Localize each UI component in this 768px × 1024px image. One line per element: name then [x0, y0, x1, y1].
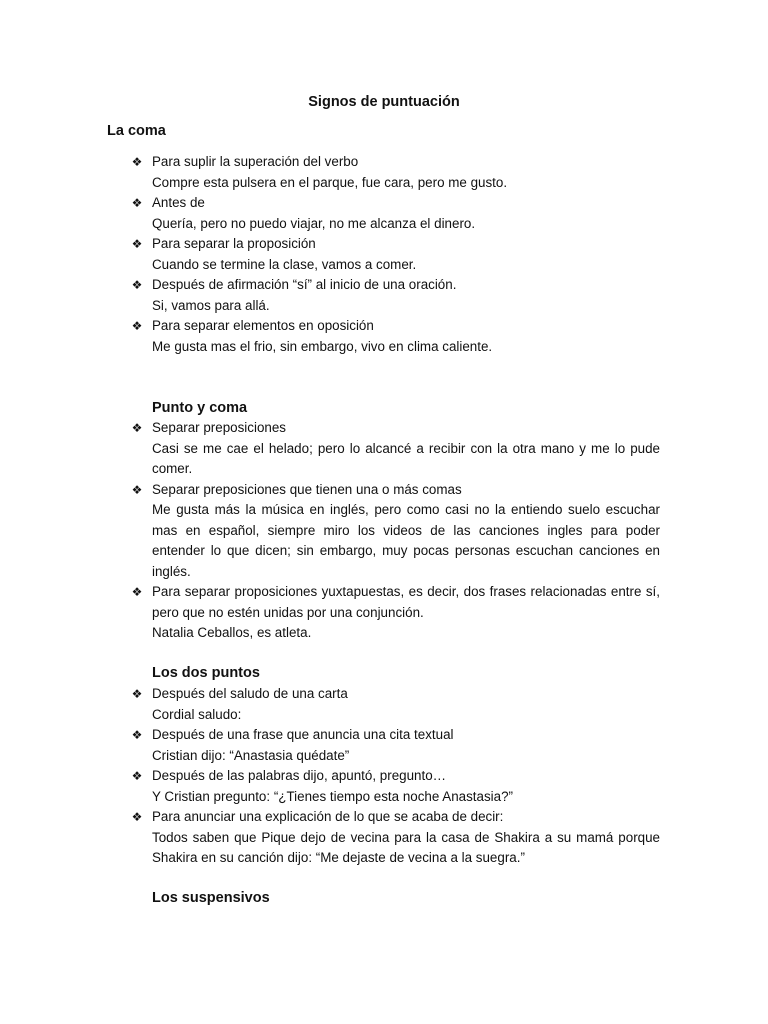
item-label: Separar preposiciones — [152, 420, 286, 435]
item-example: Casi se me cae el helado; pero lo alcancé a recibir con la otra mano y me lo pude comer. — [152, 440, 660, 476]
item-example: Me gusta mas el frio, sin embargo, vivo en clima caliente. — [152, 338, 493, 354]
item-example: Compre esta pulsera en el parque, fue cara, pero me gusto. — [152, 174, 508, 190]
item-label: Después de una frase que anuncia una cita textual — [152, 727, 454, 742]
item-example: Cristian dijo: “Anastasia quédate” — [152, 747, 350, 763]
diamond-bullet-icon: ❖ — [131, 585, 143, 599]
section-la-coma-list — [130, 152, 660, 357]
list-item — [130, 684, 660, 725]
diamond-bullet-icon: ❖ — [131, 196, 143, 210]
section-heading-punto-y-coma: Punto y coma — [152, 400, 248, 416]
list-item — [130, 275, 660, 316]
item-example: Cuando se termine la clase, vamos a comer. — [152, 256, 417, 272]
diamond-bullet-icon: ❖ — [131, 482, 143, 497]
diamond-bullet-icon: ❖ — [131, 769, 143, 783]
item-example: Natalia Ceballos, es atleta. — [152, 625, 312, 640]
diamond-bullet-icon: ❖ — [131, 155, 143, 169]
list-item — [130, 152, 660, 193]
list-item — [130, 766, 660, 807]
list-item — [130, 316, 660, 357]
section-heading-la-coma: La coma — [107, 123, 166, 139]
item-label: Antes de — [152, 195, 205, 210]
item-label: Para separar elementos en oposición — [152, 318, 374, 333]
item-label: Después del saludo de una carta — [152, 686, 348, 701]
item-example: Me gusta más la música en inglés, pero como casi no la entiendo suelo escuchar mas en español, siempre miro los videos de las canciones ingles para poder entender lo que dicen; sin embargo, muy pocas personas escuchan canciones en inglés. — [152, 502, 660, 579]
item-label: Después de afirmación “sí” al inicio de una oración. — [152, 277, 457, 292]
list-item — [130, 234, 660, 275]
item-label: Para anunciar una explicación de lo que se acaba de decir: — [152, 809, 504, 824]
section-heading-los-dos-puntos: Los dos puntos — [152, 665, 260, 681]
diamond-bullet-icon: ❖ — [131, 421, 143, 435]
diamond-bullet-icon: ❖ — [131, 278, 143, 292]
diamond-bullet-icon: ❖ — [131, 237, 143, 251]
item-example: Si, vamos para allá. — [152, 297, 270, 313]
item-example: Y Cristian pregunto: “¿Tienes tiempo esta noche Anastasia?” — [152, 788, 513, 804]
list-item — [130, 807, 660, 869]
item-label: Después de las palabras dijo, apuntó, pregunto… — [152, 768, 447, 783]
section-heading-los-suspensivos: Los suspensivos — [152, 890, 270, 906]
item-example: Todos saben que Pique dejo de vecina para la casa de Shakira a su mamá porque Shakira en su canción dijo: “Me dejaste de vecina a la suegra.” — [152, 829, 660, 865]
list-item — [130, 193, 660, 234]
diamond-bullet-icon: ❖ — [131, 728, 143, 742]
item-label: Separar preposiciones que tienen una o más comas — [152, 481, 462, 497]
item-label: Para separar proposiciones yuxtapuestas, es decir, dos frases relacionadas entre sí, pero que no estén unidas por una conjunción. — [152, 584, 660, 620]
item-label: Para separar la proposición — [152, 236, 316, 251]
item-label: Para suplir la superación del verbo — [152, 154, 359, 169]
list-item — [130, 725, 660, 766]
diamond-bullet-icon: ❖ — [131, 319, 143, 333]
section-punto-y-coma-list — [130, 418, 660, 644]
item-example: Quería, pero no puedo viajar, no me alcanza el dinero. — [152, 215, 476, 231]
diamond-bullet-icon: ❖ — [131, 810, 143, 824]
list-item — [130, 418, 660, 480]
list-item — [130, 582, 660, 644]
document-title: Signos de puntuación — [308, 94, 460, 110]
list-item — [130, 480, 660, 583]
item-example: Cordial saludo: — [152, 706, 242, 722]
section-los-dos-puntos-list — [130, 684, 660, 869]
diamond-bullet-icon: ❖ — [131, 687, 143, 701]
